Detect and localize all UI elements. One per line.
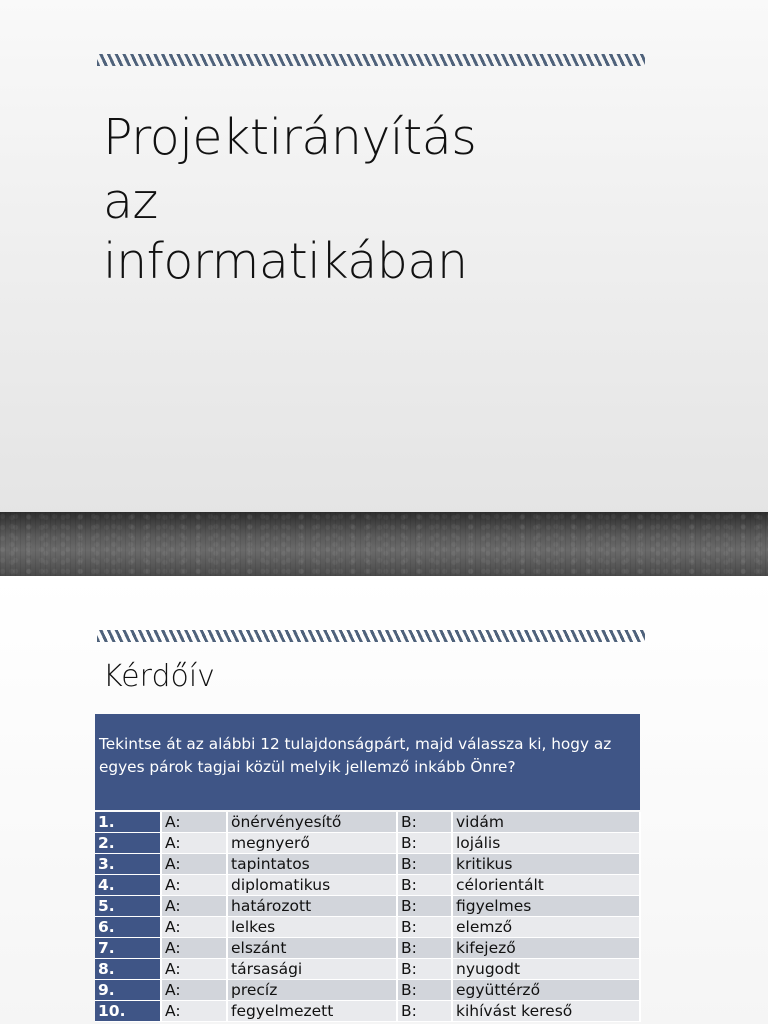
row-number: 2. (95, 833, 161, 854)
option-b-value: elemző (452, 917, 640, 938)
question-header: Tekintse át az alábbi 12 tulajdonságpárt, majd válassza ki, hogy az egyes párok tagjai közül melyik jellemző inkább Önre? (95, 714, 640, 810)
option-b-label: B: (397, 917, 452, 938)
option-b-label: B: (397, 1001, 452, 1022)
option-b-value: kifejező (452, 938, 640, 959)
option-b-label: B: (397, 896, 452, 917)
table-row (95, 875, 640, 896)
option-b-value: nyugodt (452, 959, 640, 980)
option-b-label: B: (397, 959, 452, 980)
option-a-value: társasági (227, 959, 397, 980)
option-a-label: A: (161, 833, 227, 854)
row-number: 7. (95, 938, 161, 959)
slide-title-line: Projektirányítás (103, 109, 477, 166)
questionnaire-slide (0, 576, 768, 1024)
table-row (95, 854, 640, 875)
row-number: 1. (95, 812, 161, 833)
option-a-value: megnyerő (227, 833, 397, 854)
table-row (95, 812, 640, 833)
option-a-label: A: (161, 875, 227, 896)
option-b-value: vidám (452, 812, 640, 833)
option-a-label: A: (161, 896, 227, 917)
option-a-label: A: (161, 854, 227, 875)
row-number: 9. (95, 980, 161, 1001)
row-number: 8. (95, 959, 161, 980)
table-row (95, 1001, 640, 1022)
option-b-label: B: (397, 812, 452, 833)
option-b-label: B: (397, 854, 452, 875)
option-b-value: lojális (452, 833, 640, 854)
option-b-value: célorientált (452, 875, 640, 896)
option-a-value: önérvényesítő (227, 812, 397, 833)
option-b-label: B: (397, 875, 452, 896)
option-a-label: A: (161, 980, 227, 1001)
option-a-value: fegyelmezett (227, 1001, 397, 1022)
concrete-texture-band (0, 512, 768, 576)
row-number: 3. (95, 854, 161, 875)
option-a-value: tapintatos (227, 854, 397, 875)
row-number: 4. (95, 875, 161, 896)
option-b-value: kihívást kereső (452, 1001, 640, 1022)
option-b-value: együttérző (452, 980, 640, 1001)
slide-title-line: az (103, 173, 158, 230)
decorative-hatch-bar (97, 54, 645, 66)
option-b-label: B: (397, 833, 452, 854)
decorative-hatch-bar (97, 630, 645, 642)
row-number: 5. (95, 896, 161, 917)
option-b-label: B: (397, 938, 452, 959)
option-a-label: A: (161, 812, 227, 833)
slide-heading: Kérdőív (103, 659, 215, 694)
option-b-value: kritikus (452, 854, 640, 875)
table-row (95, 896, 640, 917)
table-row (95, 917, 640, 938)
table-row (95, 938, 640, 959)
trait-pairs-table (95, 812, 641, 1022)
option-b-value: figyelmes (452, 896, 640, 917)
row-number: 10. (95, 1001, 161, 1022)
option-a-label: A: (161, 917, 227, 938)
table-row (95, 833, 640, 854)
table-row (95, 980, 640, 1001)
option-a-label: A: (161, 1001, 227, 1022)
row-number: 6. (95, 917, 161, 938)
option-a-value: határozott (227, 896, 397, 917)
option-b-label: B: (397, 980, 452, 1001)
option-a-value: elszánt (227, 938, 397, 959)
option-a-value: precíz (227, 980, 397, 1001)
slide-title-line: informatikában (103, 233, 468, 290)
option-a-value: diplomatikus (227, 875, 397, 896)
option-a-value: lelkes (227, 917, 397, 938)
option-a-label: A: (161, 938, 227, 959)
option-a-label: A: (161, 959, 227, 980)
table-row (95, 959, 640, 980)
